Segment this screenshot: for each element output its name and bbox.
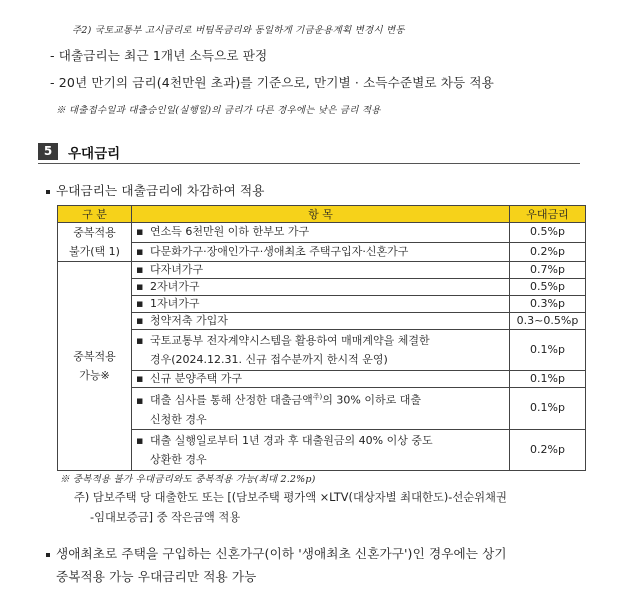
header-item: 항 목	[132, 206, 510, 223]
row-item	[132, 313, 510, 330]
asterisk-note: ※ 대출접수일과 대출승인일(실행일)의 금리가 다른 경우에는 낮은 금리 적용	[56, 105, 381, 116]
table-row	[58, 279, 586, 296]
category-line: 중복적용	[73, 349, 116, 363]
header-rate: 우대금리	[510, 206, 586, 223]
bullet-icon: ▪	[136, 263, 144, 276]
table-row	[58, 262, 586, 279]
row-rate: 0.5%p	[510, 279, 586, 296]
header-category: 구 분	[58, 206, 132, 223]
bullet-icon: ▪	[136, 393, 144, 407]
footnote-b: -임대보증금] 중 작은금액 적용	[90, 511, 241, 524]
table-row	[58, 242, 586, 262]
final-paragraph-line2: 중복적용 가능 우대금리만 적용 가능	[56, 569, 257, 584]
intro-text	[46, 180, 265, 199]
row-item	[132, 279, 510, 296]
item-text-tail: 의 30% 이하로 대출	[322, 393, 421, 407]
item-text: 2자녀가구	[150, 280, 200, 293]
dash-note-1: - 대출금리는 최근 1개년 소득으로 판정	[50, 48, 268, 63]
row-rate: 0.3~0.5%p	[510, 313, 586, 330]
bullet-icon: ▪	[136, 334, 144, 347]
table-row	[58, 296, 586, 313]
bullet-square-icon	[46, 190, 50, 194]
bullet-icon: ▪	[136, 314, 144, 327]
note-2: 주2) 국토교통부 고시금리로 버팀목금리와 동일하게 기금운용계획 변경시 변동	[72, 25, 405, 36]
footnote-a: 주) 담보주택 당 대출한도 또는 [(담보주택 평가액 ×LTV(대상자별 최대한도)-선순위채권	[74, 491, 507, 504]
row-rate: 0.1%p	[510, 371, 586, 388]
section-number: 5	[38, 143, 58, 160]
row-item	[132, 242, 510, 262]
item-text: 국토교통부 전자계약시스템을 활용하여 매매계약을 체결한	[150, 334, 430, 347]
row-item	[132, 371, 510, 388]
row-rate: 0.2%p	[510, 242, 586, 262]
category-non-duplicable	[58, 223, 132, 262]
final-text: 생애최초로 주택을 구입하는 신혼가구(이하 '생애최초 신혼가구')인 경우에는 상기	[56, 546, 507, 561]
table-header-row	[58, 206, 586, 223]
category-line: 불가(택 1)	[69, 245, 120, 258]
category-line: 가능※	[79, 368, 110, 382]
bullet-square-icon	[46, 553, 50, 557]
max-rate-note: ※ 중복적용 불가 우대금리와도 중복적용 가능(최대 2.2%p)	[60, 474, 316, 485]
item-text-cont: 경우(2024.12.31. 신규 접수분까지 한시적 운영)	[150, 353, 388, 366]
item-text: 다문화가구·장애인가구·생애최초 주택구입자·신혼가구	[150, 244, 409, 258]
dash-note-2: - 20년 만기의 금리(4천만원 초과)를 기준으로, 만기별 · 소득수준별로 차등 적용	[50, 75, 494, 90]
item-text: 대출 심사를 통해 산정한 대출금액	[150, 393, 313, 407]
intro-label: 우대금리는 대출금리에 차감하여 적용	[56, 183, 265, 198]
table-row	[58, 223, 586, 243]
item-text: 대출 실행일로부터 1년 경과 후 대출원금의 40% 이상 중도	[150, 433, 433, 447]
bullet-icon: ▪	[136, 433, 144, 447]
preferential-rate-table	[57, 205, 586, 471]
section-title: 우대금리	[68, 146, 121, 162]
category-line: 중복적용	[73, 226, 116, 239]
row-item	[132, 429, 510, 470]
row-rate: 0.3%p	[510, 296, 586, 313]
bullet-icon: ▪	[136, 280, 144, 293]
row-rate: 0.5%p	[510, 223, 586, 243]
item-text: 신규 분양주택 가구	[150, 372, 243, 385]
row-rate: 0.2%p	[510, 429, 586, 470]
row-item	[132, 296, 510, 313]
table-row	[58, 429, 586, 470]
item-text: 연소득 6천만원 이하 한부모 가구	[150, 225, 310, 239]
row-item	[132, 330, 510, 371]
row-item	[132, 223, 510, 243]
final-paragraph-line1	[46, 543, 507, 562]
bullet-icon: ▪	[136, 244, 144, 258]
row-rate: 0.7%p	[510, 262, 586, 279]
category-duplicable	[58, 262, 132, 471]
section-header	[38, 141, 580, 164]
item-text: 1자녀가구	[150, 297, 200, 310]
table-row	[58, 371, 586, 388]
item-text-cont: 신청한 경우	[150, 412, 207, 426]
item-text: 청약저축 가입자	[150, 314, 228, 327]
item-text-cont: 상환한 경우	[150, 452, 207, 466]
bullet-icon: ▪	[136, 225, 144, 239]
row-item	[132, 388, 510, 430]
item-text: 다자녀가구	[150, 263, 204, 276]
row-rate: 0.1%p	[510, 388, 586, 430]
row-item	[132, 262, 510, 279]
bullet-icon: ▪	[136, 372, 144, 385]
footnote-ref: 주)	[312, 393, 323, 401]
row-rate: 0.1%p	[510, 330, 586, 371]
bullet-icon: ▪	[136, 297, 144, 310]
table-row	[58, 388, 586, 430]
table-row	[58, 313, 586, 330]
table-row	[58, 330, 586, 371]
